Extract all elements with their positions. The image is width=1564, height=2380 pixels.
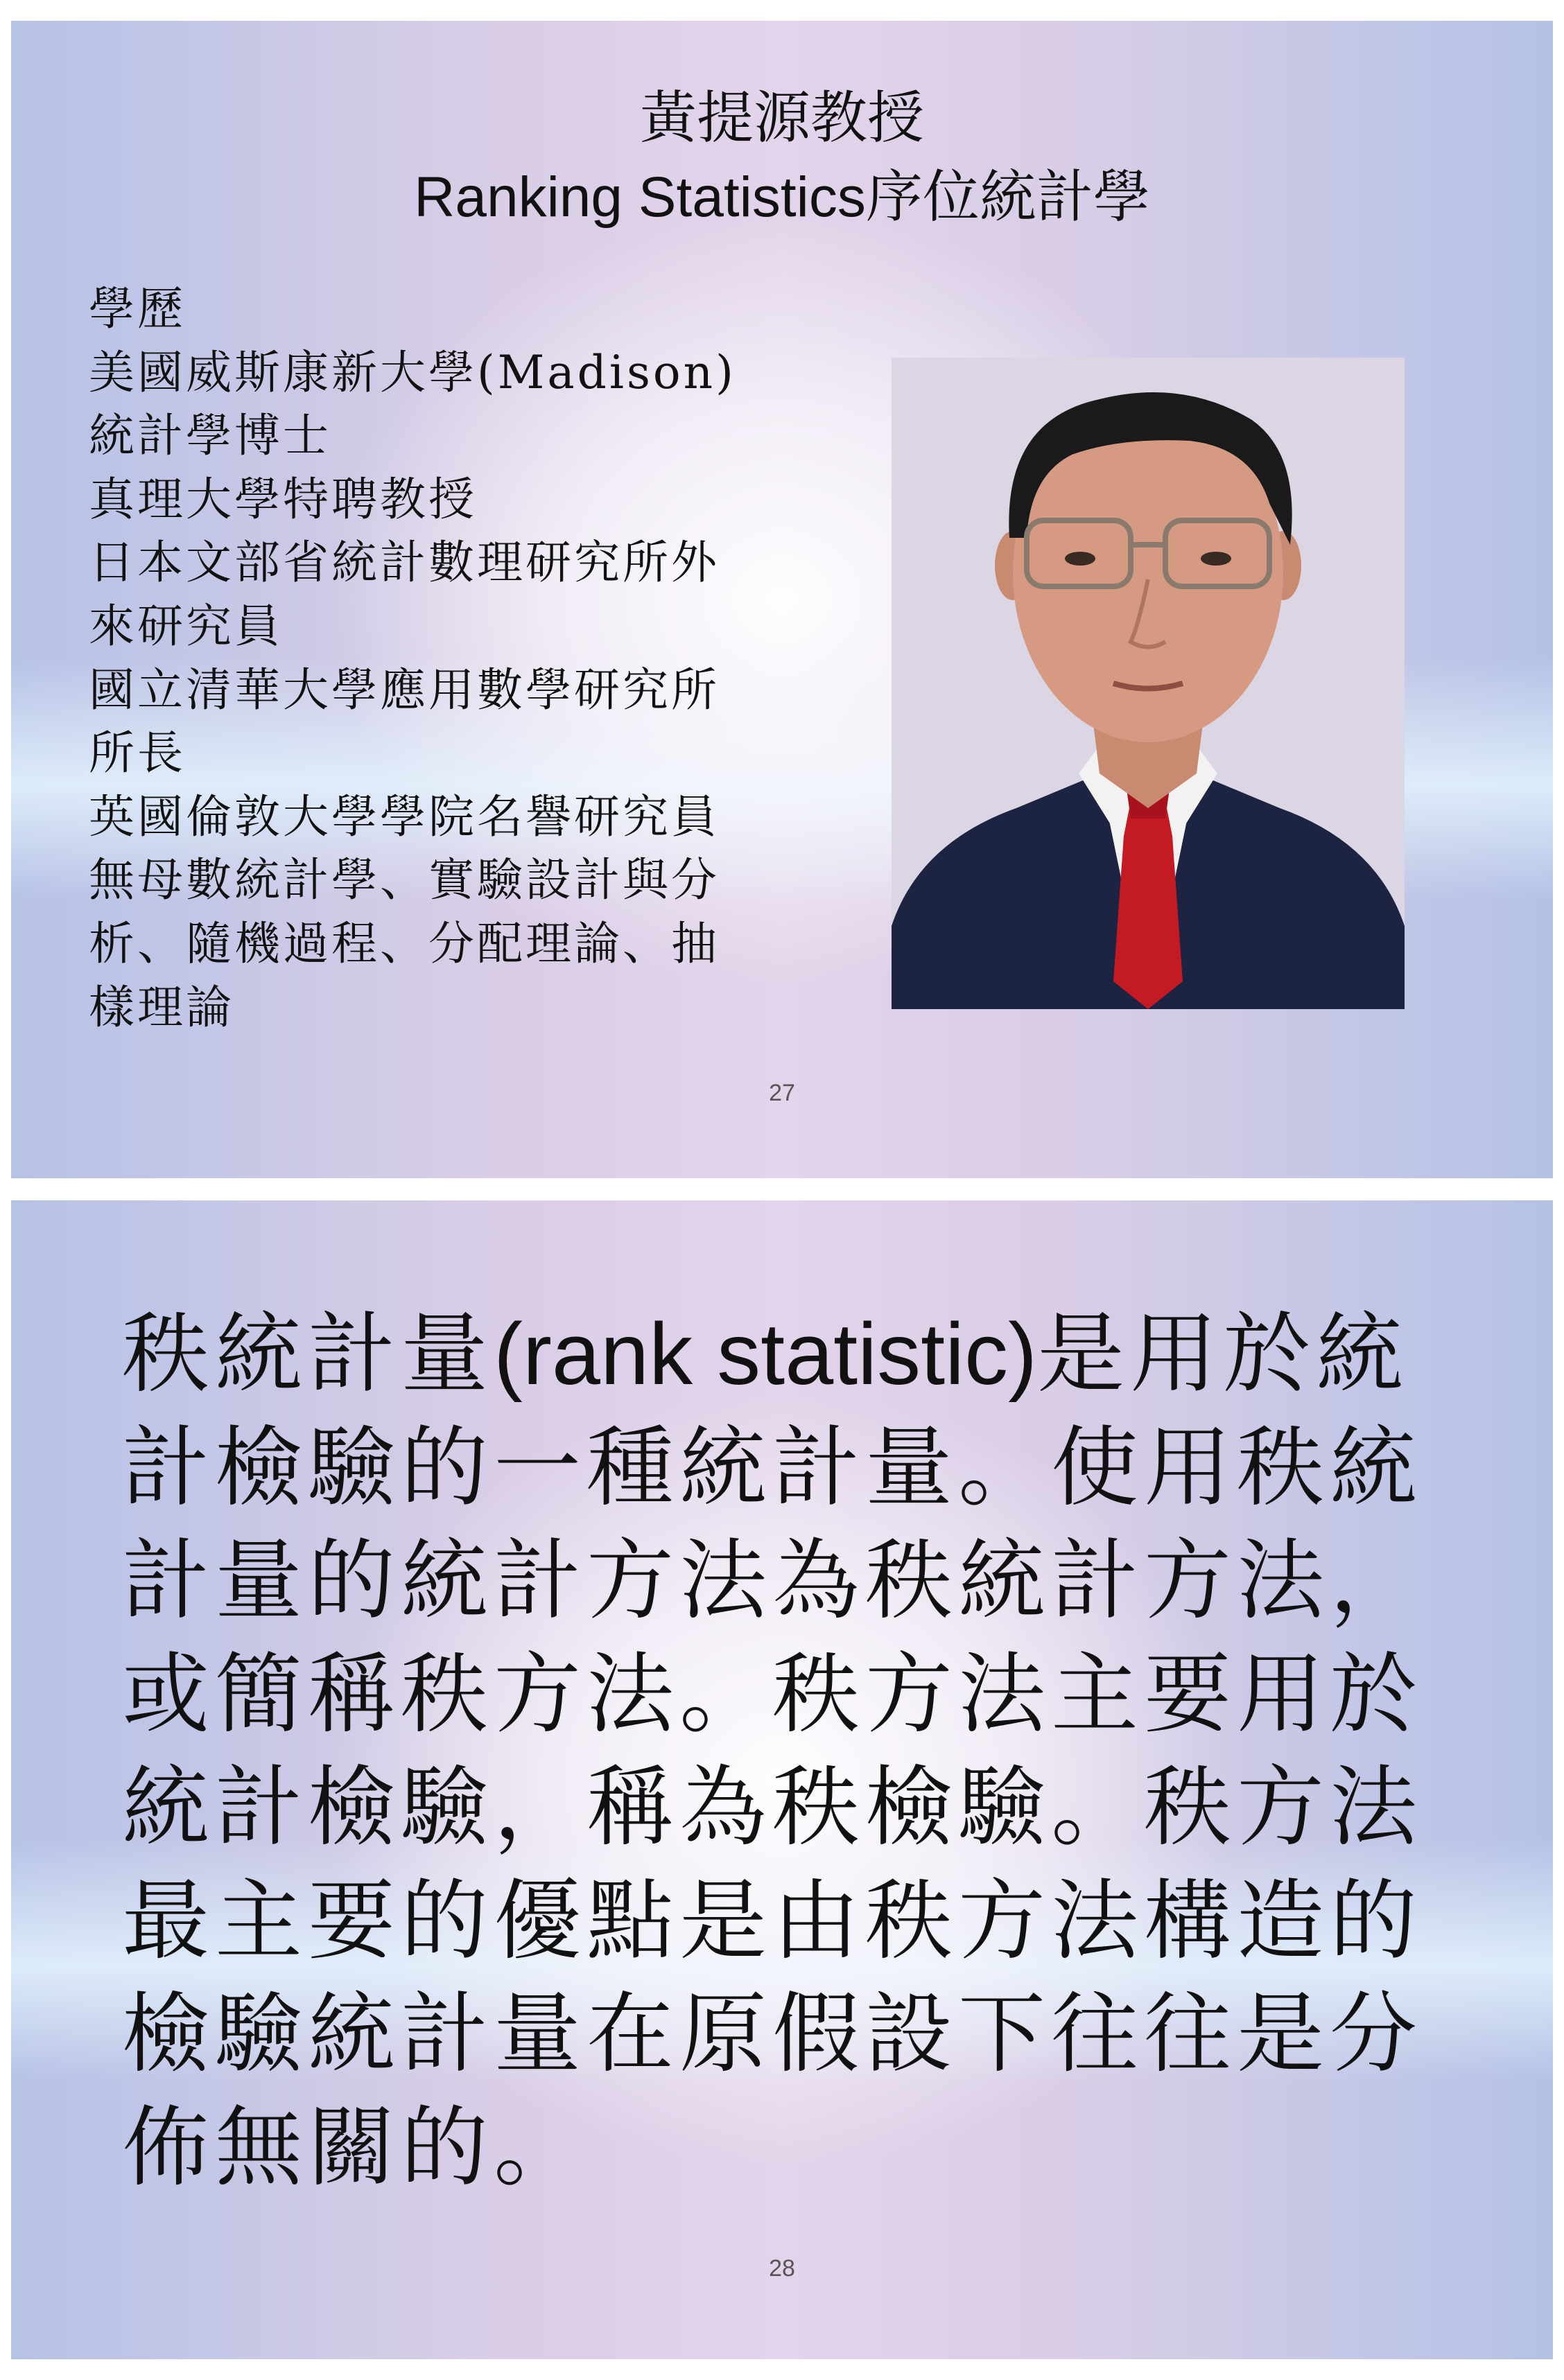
- slide-28: [11, 1200, 1553, 2359]
- definition-line: [122, 1297, 1481, 1411]
- definition-text: [122, 1297, 1481, 2204]
- bio-line: 美國威斯康新大學(Madison): [89, 345, 736, 399]
- definition-line: 檢驗統計量在原假設下往往是分: [122, 1983, 1423, 2085]
- page-number: 28: [769, 2255, 795, 2282]
- bio-line: 統計學博士: [89, 409, 331, 463]
- definition-line: 或簡稱秩方法。秩方法主要用於: [122, 1643, 1423, 1745]
- bio-line: 無母數統計學、實驗設計與分: [89, 853, 720, 907]
- bio-line: 國立清華大學應用數學研究所: [89, 663, 720, 717]
- definition-line: 計檢驗的一種統計量。使用秩統: [122, 1416, 1423, 1519]
- bio-line: 樣理論: [89, 980, 234, 1034]
- definition-line: 最主要的優點是由秩方法構造的: [122, 1869, 1423, 1972]
- slide-title-subject: Ranking Statistics序位統計學: [414, 166, 1150, 229]
- page-number: 27: [769, 1080, 795, 1106]
- bio-line: 析、隨機過程、分配理論、抽: [89, 916, 720, 970]
- line-latin: (rank statistic): [494, 1305, 1038, 1403]
- definition-line: 佈無關的。: [122, 2096, 586, 2198]
- bio-line: 真理大學特聘教授: [89, 472, 477, 526]
- slide-27: [11, 21, 1553, 1178]
- bio-line: 所長: [89, 726, 186, 780]
- line-text: 秩統計量: [122, 1303, 494, 1405]
- bio-line: 日本文部省統計數理研究所外: [89, 536, 720, 590]
- portrait-photo: [892, 358, 1405, 1009]
- bio-line: 學歷: [89, 282, 186, 335]
- bio-text: [89, 277, 810, 1039]
- bio-line: 來研究員: [89, 599, 283, 653]
- line-text-end: 是用於統: [1037, 1303, 1409, 1405]
- definition-line: 統計檢驗，稱為秩檢驗。秩方法: [122, 1756, 1423, 1858]
- definition-line: 計量的統計方法為秩統計方法，: [122, 1530, 1423, 1631]
- slide-title-name: 黃提源教授: [639, 85, 924, 151]
- bio-line: 英國倫敦大學學院名譽研究員: [89, 789, 720, 843]
- portrait-illustration: [892, 358, 1405, 1009]
